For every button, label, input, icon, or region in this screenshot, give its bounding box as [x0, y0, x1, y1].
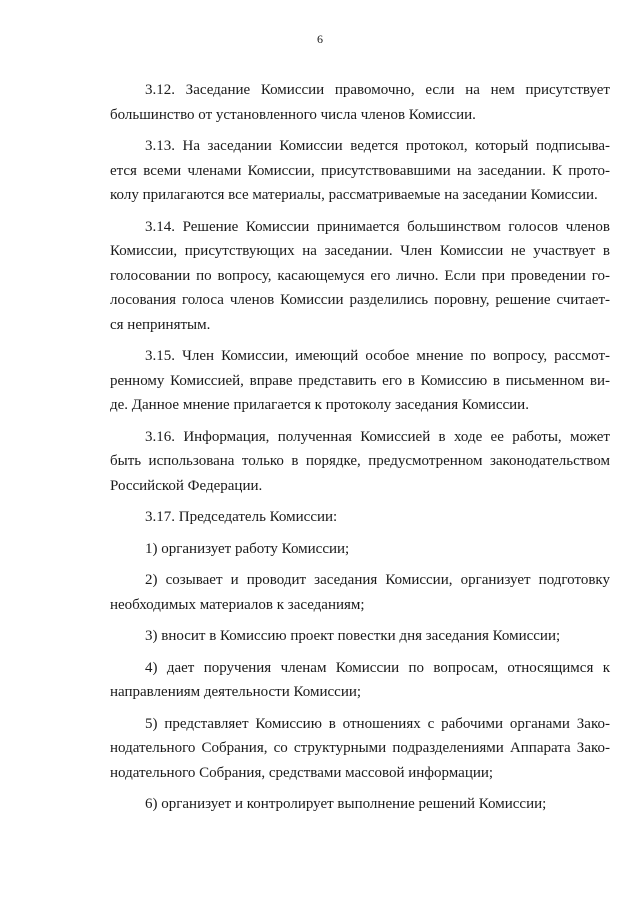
- text-line: нодательного Собрания, средствами массовой информации;: [110, 764, 494, 781]
- text-line: лосования голоса членов Комиссии разделились поровну, решение считает-: [110, 292, 610, 308]
- text-line: 2) созывает и проводит заседания Комиссии, организует подготовку: [145, 572, 610, 588]
- text-line: 3.14. Решение Комиссии принимается большинством голосов членов: [145, 218, 610, 235]
- document-body: [110, 78, 610, 824]
- text-line: Комиссии, присутствующих на заседании. Член Комиссии не участвует в: [110, 243, 610, 259]
- page-number: 6: [317, 32, 323, 46]
- list-item-1: [110, 537, 610, 562]
- paragraph-3-13: [110, 134, 610, 208]
- text-line: большинство от установленного числа членов Комиссии.: [110, 106, 476, 123]
- list-item-4: [110, 656, 610, 705]
- text-line: направлениям деятельности Комиссии;: [110, 684, 362, 700]
- text-line: нодательного Собрания, со структурными подразделениями Аппарата Зако-: [110, 740, 610, 756]
- text-line: необходимых материалов к заседаниям;: [110, 596, 365, 613]
- paragraph-3-16: [110, 425, 610, 499]
- text-line: ся непринятым.: [110, 316, 211, 333]
- paragraph-3-12: [110, 78, 610, 127]
- text-line: 4) дает поручения членам Комиссии по вопросам, относящимся к: [145, 659, 610, 676]
- text-line: 3.17. Председатель Комиссии:: [145, 509, 338, 525]
- text-line: 3) вносит в Комиссию проект повестки дня заседания Комиссии;: [145, 628, 561, 644]
- text-line: 5) представляет Комиссию в отношениях с рабочими органами Зако-: [145, 715, 610, 732]
- list-item-6: [110, 792, 610, 817]
- text-line: 1) организует работу Комиссии;: [145, 540, 350, 557]
- text-line: 3.13. На заседании Комиссии ведется протокол, который подписыва-: [145, 138, 610, 154]
- text-line: ется всеми членами Комиссии, присутствовавшими на заседании. К прото-: [110, 162, 610, 179]
- paragraph-3-15: [110, 344, 610, 418]
- text-line: ренному Комиссией, вправе представить его в Комиссию в письменном ви-: [110, 372, 610, 389]
- text-line: де. Данное мнение прилагается к протоколу заседания Комиссии.: [110, 397, 529, 413]
- list-item-2: [110, 568, 610, 617]
- list-item-3: [110, 624, 610, 649]
- text-line: 3.15. Член Комиссии, имеющий особое мнение по вопросу, рассмот-: [145, 348, 610, 364]
- list-item-5: [110, 712, 610, 786]
- text-line: 3.12. Заседание Комиссии правомочно, если на нем присутствует: [145, 82, 610, 98]
- text-line: 3.16. Информация, полученная Комиссией в ходе ее работы, может: [145, 428, 610, 445]
- text-line: голосовании по вопросу, касающемуся его лично. Если при проведении го-: [110, 267, 610, 284]
- text-line: Российской Федерации.: [110, 477, 263, 494]
- paragraph-3-17: [110, 505, 610, 530]
- text-line: быть использована только в порядке, предусмотренном законодательством: [110, 453, 610, 469]
- text-line: 6) организует и контролирует выполнение решений Комиссии;: [145, 796, 547, 812]
- text-line: колу прилагаются все материалы, рассматриваемые на заседании Комиссии.: [110, 187, 598, 203]
- paragraph-3-14: [110, 215, 610, 338]
